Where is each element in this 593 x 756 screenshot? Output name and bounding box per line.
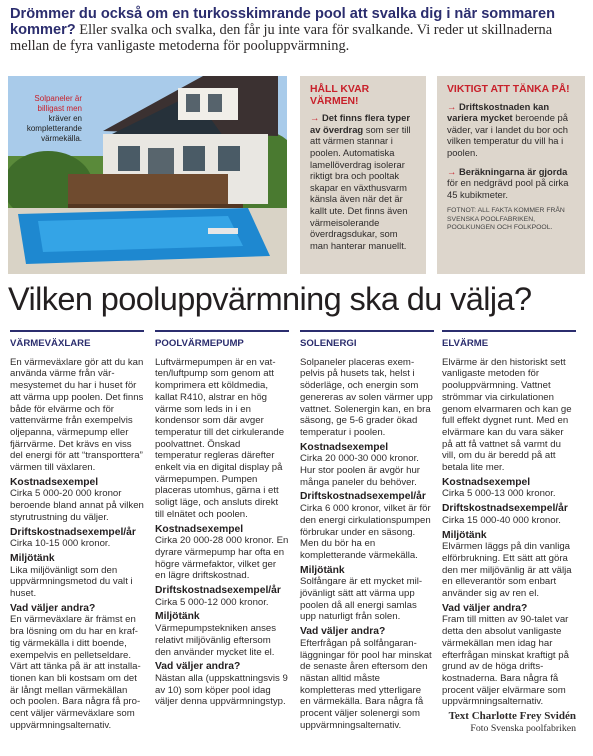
tip-box-keep-heat-bold: Det finns flera typer av överdrag [310,112,411,135]
choice-text: En värmeväxlare är främst en bra lösning om du har en kraftig värmekälla i ditt boende, exempelvis en pelletseldare. Värt att tänka på är att installationen kan bli kostsam om det är långt mellan värmekällan och poolen. Bara några få procent väljer värmeväxlare som uppvärmningsalternativ. [10,614,141,731]
arrow-right-icon: → [447,165,459,177]
photo-caption-highlight: Solpaneler är billigast men [34,94,82,113]
photo-caption [20,94,82,144]
running-cost-text: Cirka 15 000-40 000 kronor. [442,514,561,526]
subheading-running-cost: Driftskostnadsexempel/år [10,526,136,538]
tip-box-important-title: VIKTIGT ATT TÄNKA PÅ! [447,84,570,95]
tip-box-keep-heat-text [310,112,416,251]
subheading-cost: Kostnadsexempel [155,523,244,535]
intro-paragraph [10,6,585,55]
tip-box-keep-heat-title: HÅLL KVAR VÄRMEN! [310,84,370,107]
byline: Text Charlotte Frey Svidén [448,710,576,723]
running-cost-text: Cirka 10-15 000 kronor. [10,538,111,550]
subheading-environment: Miljötänk [300,564,345,576]
subheading-environment: Miljötänk [155,611,200,623]
arrow-right-icon: → [447,100,459,112]
environment-text: Solfångare är ett mycket miljövänligt sätt att värma upp poolen då all energi samlas upp naturligt från solen. [300,576,423,623]
subheading-running-cost: Driftskostnadsexempel/år [442,503,568,515]
cost-text: Cirka 20 000-30 000 kronor. Hur stor poolen är avgör hur många paneler du behöver. [300,453,420,488]
subheading-choice: Vad väljer andra? [442,602,528,614]
subheading-environment: Miljötänk [10,552,55,564]
tip-box-keep-heat [300,76,426,274]
subheading-cost: Kostnadsexempel [10,476,99,488]
pool-house-photo [8,76,287,274]
arrow-right-icon: → [310,112,322,124]
choice-text: Fram till mitten av 90-talet var detta den absolut vanligaste värmekällan men idag har efterfrågan minskat kraftigt på grund av de höga driftskostnaderna. Bara några få procent väljer elvärmare som uppvärmningsalternativ. [442,614,569,708]
column-title: VÄRMEVÄXLARE [10,330,144,350]
choice-text: Efterfrågan på solfångaranläggningar för pool har minskat de senaste åren eftersom den nästan alltid måste kompletteras med ytterligare en värmekälla. Bara några få procent väljer solenergi som uppvärmningsalternativ. [300,637,432,731]
photo-caption-rest: kräver en kompletterande värmekälla. [26,114,82,143]
column-title: ELVÄRME [442,330,576,350]
column-body: En värmeväxlare gör att du kan använda värme från värmesystemet du har i huset för att värma upp poolen. Det finns både för elvärme och för vattenvärme från exempelvis oljepanna, värmepump eller fjärrvärme. Det krävs en viss del energi för att “transporttera” värmen till växlaren. [10,356,144,474]
environment-text: Elvärmen läggs på din vanliga elförbrukning. Ett sätt att göra den mer miljövänlig är att välja en elleverantör som enbart använder sig av ren el. [442,541,572,600]
column-title: POOLVÄRMEPUMP [155,330,289,350]
environment-text: Lika miljövänligt som den uppvärmningsmetod du valt i huset. [10,564,133,600]
tip-box-keep-heat-rest: som ser till att värmen stannar i poolen. Automatiska lamellöverdrag isolerar riktigt bra och pooltak skapar en växthusvarm känsla även när det är kallt ute. Det finns även värmeisolerande överdragsdukar, som man hanterar manuellt. [310,123,411,251]
column-solenergi [300,330,434,732]
cost-text: Cirka 5 000-13 000 kronor. [442,488,556,500]
subheading-choice: Vad väljer andra? [155,661,241,673]
column-body: Elvärme är den historiskt sett vanligaste metoden för pooluppvärmning. Vattnet strömmar via cirkulationen genom elvarmaren och kan ge full effekt dygnet runt. Med en elvärmare kan du vara säker på att få vattnet så varmt du vill, om du är beredd på att betala lite mer. [442,356,572,474]
tip-box-important [437,76,585,274]
tip-box-important-text-1 [447,101,575,159]
column-body: Luftvärmepumpen är en vatten/luftpump som genom att komprimera ett köldmedia, kallat R410, alstrar en hög värme som leds in i en kondensor som där avger temperatur till det cirkulerande poolvattnet. Önskad temperatur regleras därefter enkelt via en digital display på värmepumpen. Pumpen placeras utomhus, gärna i ett soligt läge, och ansluts direkt till elnätet och poolen. [155,356,285,520]
tip-box-important-bold-1: Driftskostnaden kan variera mycket [447,100,550,124]
subheading-cost: Kostnadsexempel [300,441,389,453]
column-title: SOLENERGI [300,330,434,350]
headline: Vilken pooluppvärmning ska du välja? [8,281,532,317]
tip-box-important-rest-1: beroende på väder, var i landet du bor och vilken temperatur du vill ha i poolen. [447,112,568,158]
intro-rest: Eller svalka och svalka, den får ju inte vara för svalkande. Vi reder ut skillnaderna mellan de fyra vanligaste metoderna för pooluppvärmning. [10,22,553,55]
photo-credit: Foto Svenska poolfabriken [470,722,576,734]
subheading-choice: Vad väljer andra? [10,602,96,614]
column-elvarme [442,330,576,735]
running-cost-text: Cirka 5 000-12 000 kronor. [155,596,269,608]
intro-lead: Drömmer du också om en turkosskimrande pool att svalka dig i när sommaren kommer? [10,6,555,39]
subheading-choice: Vad väljer andra? [300,626,386,638]
footnote: FOTNOT: ALL FAKTA KOMMER FRÅN SVENSKA POOLFABRIKEN, POOLKUNGEN OCH FOLKPOOL. [447,207,565,232]
subheading-running-cost: Driftskostnadsexempel/år [155,585,281,597]
choice-text: Nästan alla (uppskattningsvis 9 av 10) som köper pool idag väljer denna uppvärmningstyp. [155,672,288,708]
column-varmevaxlare [10,330,144,732]
cost-text: Cirka 20 000-28 000 kronor. En dyrare värmepump har ofta en högre värmefaktor, vilket ger en lägre driftskostnad. [155,535,289,582]
environment-text: Värmepumpstekniken anses relativt miljövänlig eftersom den använder mycket lite el. [155,623,277,658]
running-cost-text: Cirka 6 000 kronor, vilket är för den energi cirkulationspumpen förbrukar under en säsong. Men du bör ha en kompletterande värmekälla. [300,503,431,561]
cost-text: Cirka 5 000-20 000 kronor beroende bland annat på vilken styrutrustning du väljer. [10,488,144,523]
subheading-running-cost: Driftskostnadsexempel/år [300,491,426,503]
tip-box-important-bold-2: Beräkningarna är gjorda [458,165,568,177]
tip-box-important-text-2 [447,166,575,201]
column-poolvarmepump [155,330,289,708]
column-body: Solpaneler placeras exempelvis på husets tak, helst i söderläge, och energin som genereras av solen värmer upp vattnet. Solenergin kan, en bra säsong, ge 5-6 grader ökad temperatur i poolen. [300,356,433,438]
tip-box-important-rest-2: för en nedgrävd pool på cirka 45 kubikmeter. [447,177,569,200]
subheading-cost: Kostnadsexempel [442,476,531,488]
subheading-environment: Miljötänk [442,529,487,541]
